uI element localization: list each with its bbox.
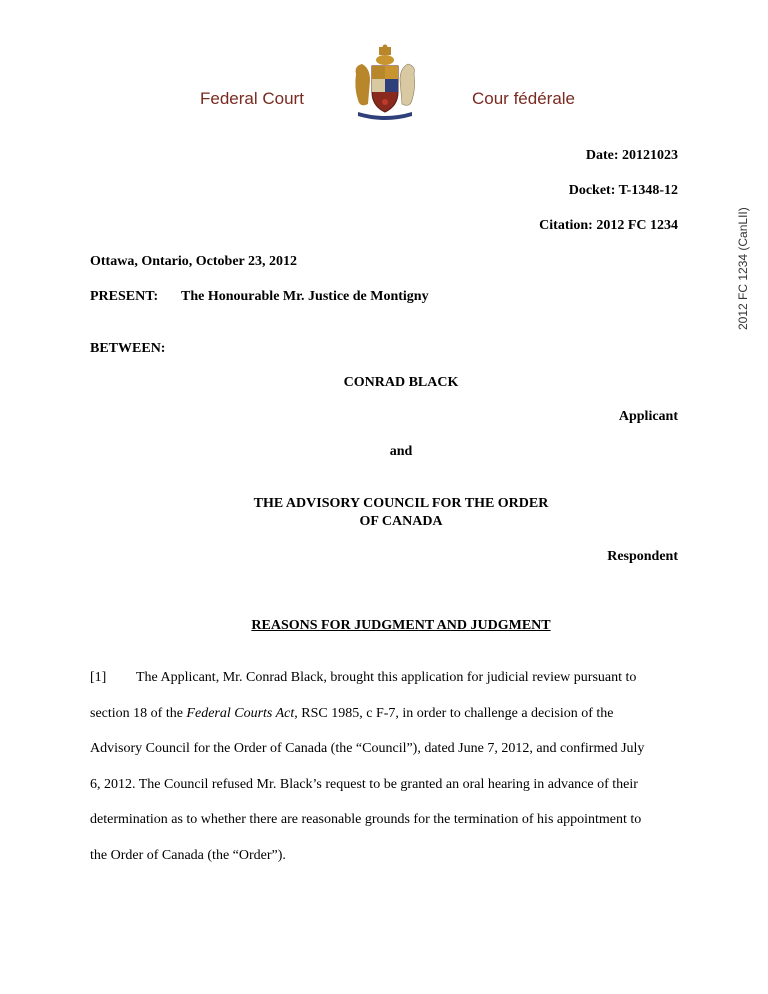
decision-date: Date: 20121023 xyxy=(585,148,678,163)
and-separator: and xyxy=(389,444,413,459)
respondent-name-line1: THE ADVISORY COUNCIL FOR THE ORDER xyxy=(253,496,549,511)
citation: Citation: 2012 FC 1234 xyxy=(539,218,678,233)
paragraph-line: Advisory Council for the Order of Canada (the “Council”), dated June 7, 2012, and confirmed July xyxy=(90,741,645,756)
court-name-english: Federal Court xyxy=(200,89,304,108)
respondent-role: Respondent xyxy=(607,549,678,564)
present-label: PRESENT: xyxy=(90,289,159,304)
paragraph-line: section 18 of the Federal Courts Act, RSC 1985, c F-7, in order to challenge a decision of the xyxy=(90,705,614,721)
paragraph-1 xyxy=(90,660,690,873)
court-name-french: Cour fédérale xyxy=(472,89,576,108)
coat-of-arms-icon xyxy=(350,44,420,120)
paragraph-line: [1] The Applicant, Mr. Conrad Black, brought this application for judicial review pursuant to xyxy=(90,660,690,696)
section-heading: REASONS FOR JUDGMENT AND JUDGMENT xyxy=(251,618,551,633)
paragraph-line: determination as to whether there are reasonable grounds for the termination of his appointment to xyxy=(90,812,642,827)
paragraph-line: the Order of Canada (the “Order”). xyxy=(90,847,286,863)
present-judge: The Honourable Mr. Justice de Montigny xyxy=(181,289,429,304)
applicant-role: Applicant xyxy=(618,409,678,424)
location-date: Ottawa, Ontario, October 23, 2012 xyxy=(90,254,297,269)
side-citation: 2012 FC 1234 (CanLII) xyxy=(736,207,750,330)
paragraph-line: 6, 2012. The Council refused Mr. Black’s request to be granted an oral hearing in advance of their xyxy=(90,776,638,792)
docket-number: Docket: T-1348-12 xyxy=(568,183,678,198)
between-label: BETWEEN: xyxy=(90,341,166,356)
statute-name: Federal Courts Act xyxy=(186,705,295,721)
applicant-name: CONRAD BLACK xyxy=(343,375,459,390)
paragraph-number: [1] xyxy=(90,670,107,685)
respondent-name-line2: OF CANADA xyxy=(359,514,443,529)
